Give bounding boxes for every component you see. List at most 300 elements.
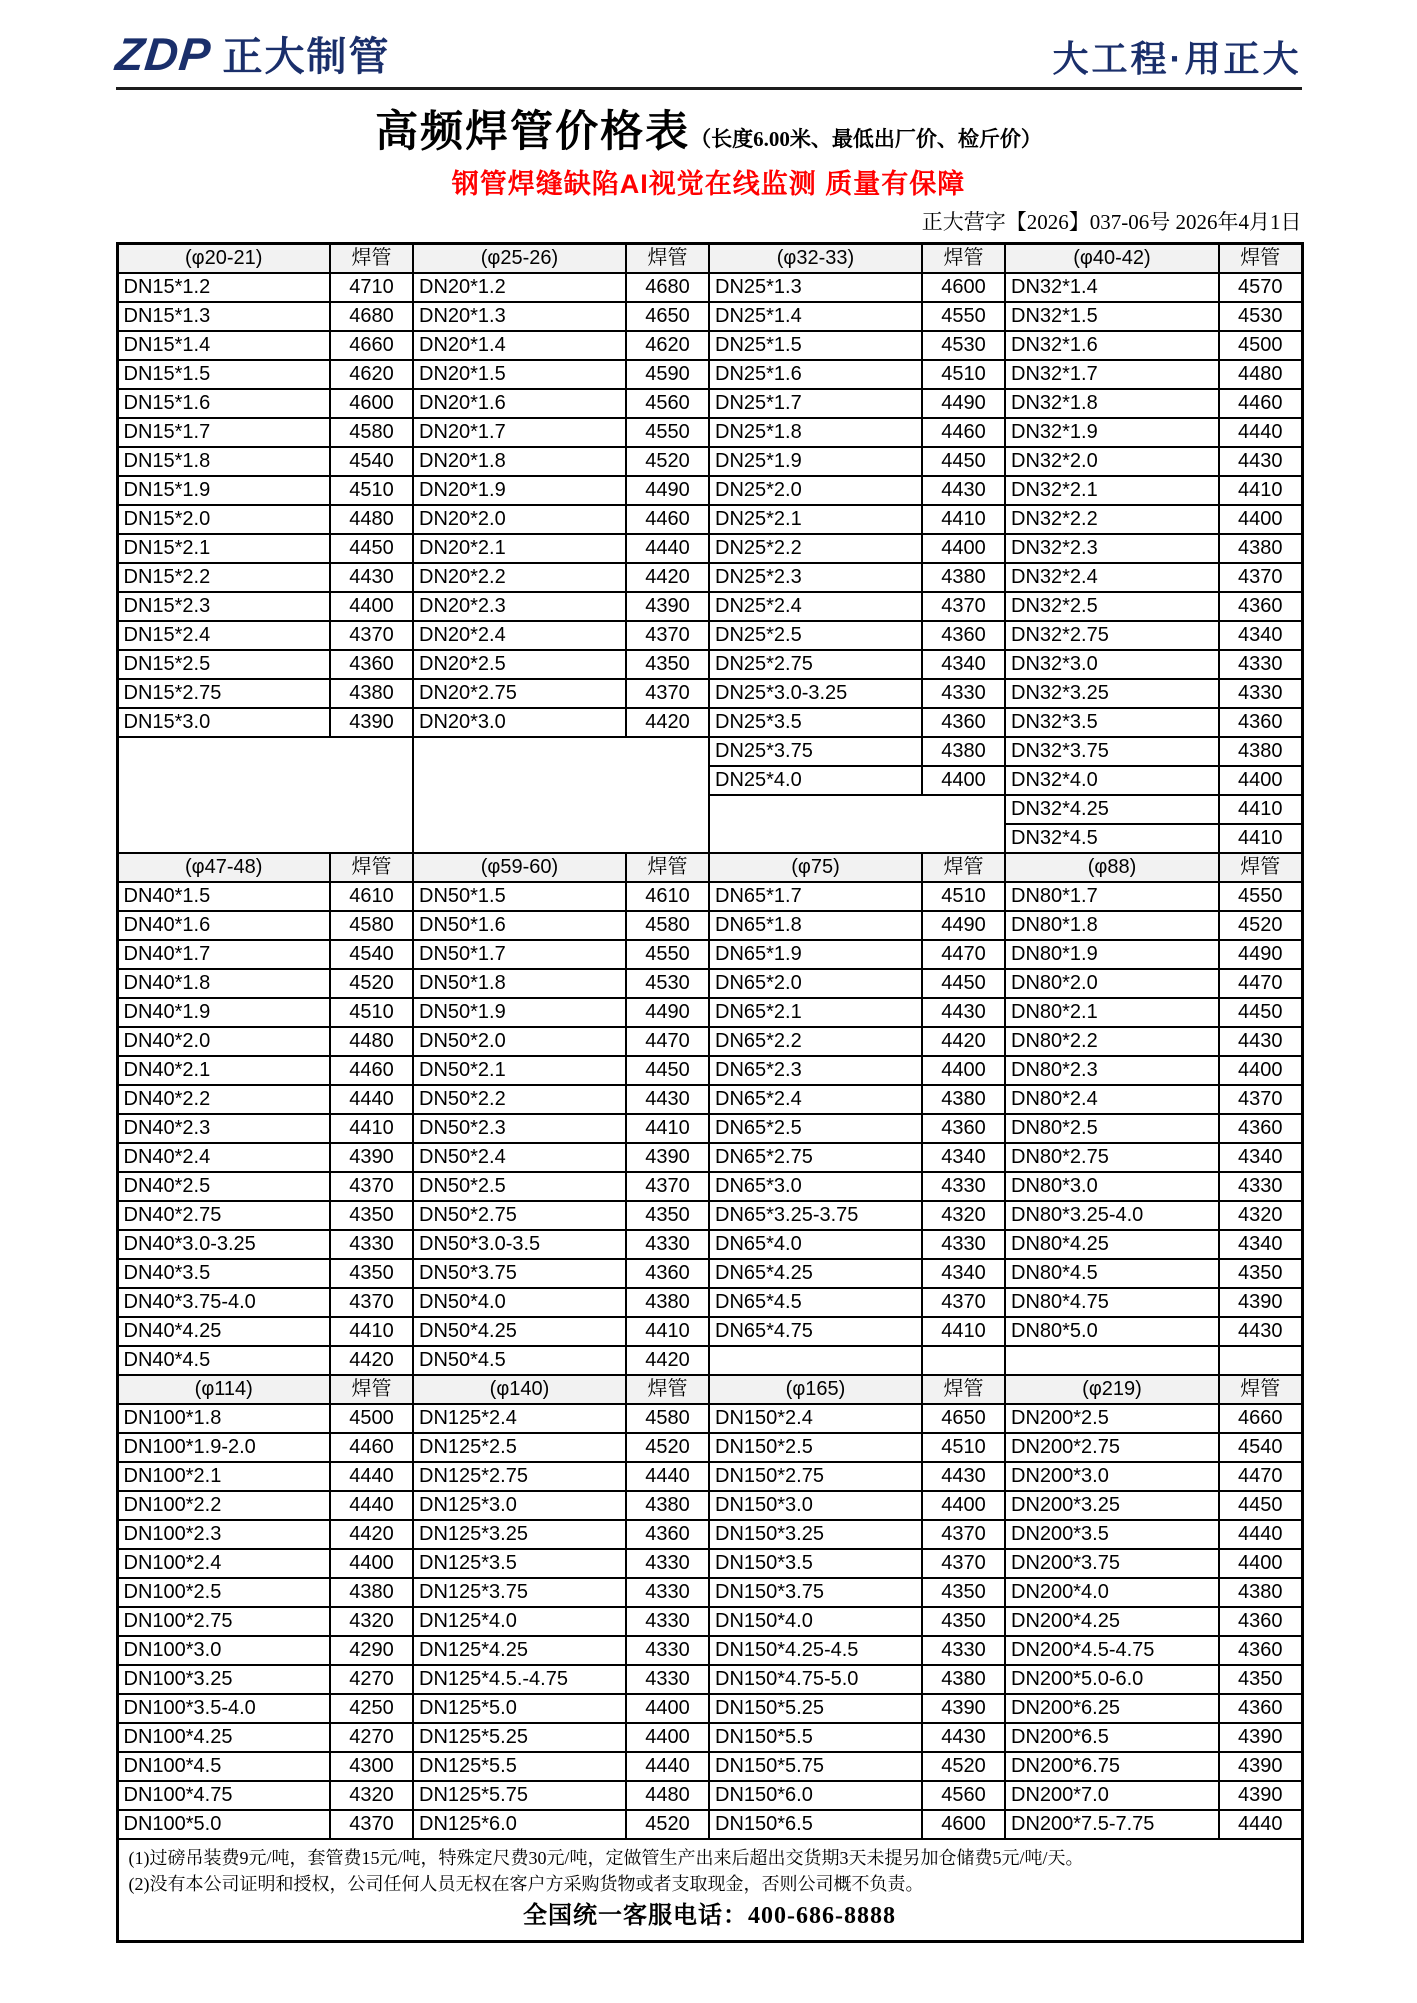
price-cell: 4440 <box>330 1491 413 1520</box>
price-cell: 4350 <box>922 1607 1005 1636</box>
spec-cell: DN100*2.4 <box>117 1549 330 1578</box>
spec-cell: DN150*3.5 <box>709 1549 922 1578</box>
spec-cell: DN25*1.8 <box>709 418 922 447</box>
size-group-header: (φ165) <box>709 1375 922 1404</box>
table-row <box>117 1433 1302 1462</box>
title-row <box>116 98 1302 159</box>
section-header-row <box>117 1375 1302 1404</box>
price-cell: 4360 <box>922 1114 1005 1143</box>
spec-cell: DN125*4.0 <box>413 1607 626 1636</box>
price-cell: 4620 <box>330 360 413 389</box>
table-row <box>117 1520 1302 1549</box>
price-cell: 4470 <box>1219 969 1302 998</box>
table-row <box>117 1665 1302 1694</box>
price-cell: 4510 <box>922 1433 1005 1462</box>
price-cell: 4390 <box>1219 1723 1302 1752</box>
spec-cell: DN200*4.5-4.75 <box>1005 1636 1219 1665</box>
price-cell: 4400 <box>922 534 1005 563</box>
price-cell: 4270 <box>330 1665 413 1694</box>
hotline: 全国统一客服电话：400-686-8888 <box>523 1903 896 1929</box>
spec-cell: DN15*2.5 <box>117 650 330 679</box>
spec-cell: DN15*2.0 <box>117 505 330 534</box>
spec-cell: DN32*1.4 <box>1005 273 1219 302</box>
spec-cell: DN80*1.8 <box>1005 911 1219 940</box>
price-cell: 4540 <box>330 940 413 969</box>
price-cell: 4470 <box>922 940 1005 969</box>
price-cell: 4360 <box>1219 708 1302 737</box>
price-cell: 4430 <box>1219 1317 1302 1346</box>
price-cell: 4440 <box>626 534 709 563</box>
spec-cell: DN32*2.1 <box>1005 476 1219 505</box>
price-cell: 4680 <box>330 302 413 331</box>
spec-cell: DN65*4.25 <box>709 1259 922 1288</box>
price-cell: 4330 <box>1219 1172 1302 1201</box>
price-table-footer <box>117 1839 1302 1942</box>
spec-cell: DN125*3.5 <box>413 1549 626 1578</box>
brand-slogan: 大工程·用正大 <box>1052 38 1302 79</box>
price-cell: 4590 <box>626 360 709 389</box>
price-cell: 4410 <box>1219 476 1302 505</box>
price-cell: 4600 <box>330 389 413 418</box>
price-cell: 4400 <box>1219 1056 1302 1085</box>
spec-cell: DN80*3.0 <box>1005 1172 1219 1201</box>
price-sheet-page <box>112 0 1302 1943</box>
spec-cell: DN25*1.7 <box>709 389 922 418</box>
price-cell: 4410 <box>1219 795 1302 824</box>
section-header-row <box>117 244 1302 274</box>
price-cell: 4270 <box>330 1723 413 1752</box>
price-cell: 4360 <box>626 1259 709 1288</box>
price-cell: 4420 <box>626 708 709 737</box>
spec-cell: DN25*1.5 <box>709 331 922 360</box>
price-cell: 4430 <box>626 1085 709 1114</box>
price-cell: 4390 <box>1219 1781 1302 1810</box>
spec-cell: DN15*1.9 <box>117 476 330 505</box>
spec-cell: DN65*2.4 <box>709 1085 922 1114</box>
price-column-header: 焊管 <box>626 1375 709 1404</box>
spec-cell: DN25*2.4 <box>709 592 922 621</box>
spec-cell: DN25*1.6 <box>709 360 922 389</box>
price-cell: 4360 <box>626 1520 709 1549</box>
spec-cell: DN40*2.0 <box>117 1027 330 1056</box>
spec-cell: DN25*3.5 <box>709 708 922 737</box>
price-cell: 4330 <box>1219 650 1302 679</box>
spec-cell: DN50*2.5 <box>413 1172 626 1201</box>
price-cell: 4360 <box>1219 592 1302 621</box>
size-group-header: (φ32-33) <box>709 244 922 274</box>
spec-cell: DN32*4.25 <box>1005 795 1219 824</box>
spec-cell: DN150*6.5 <box>709 1810 922 1839</box>
spec-cell: DN80*2.3 <box>1005 1056 1219 1085</box>
price-cell: 4490 <box>626 998 709 1027</box>
empty-region <box>709 795 1005 853</box>
table-row <box>117 998 1302 1027</box>
price-cell: 4440 <box>1219 1810 1302 1839</box>
spec-cell: DN32*2.5 <box>1005 592 1219 621</box>
spec-cell: DN50*2.1 <box>413 1056 626 1085</box>
brand-bar <box>112 0 1302 90</box>
spec-cell: DN125*3.0 <box>413 1491 626 1520</box>
price-cell: 4580 <box>330 911 413 940</box>
price-cell: 4410 <box>330 1317 413 1346</box>
spec-cell: DN50*2.0 <box>413 1027 626 1056</box>
table-row <box>117 1346 1302 1375</box>
spec-cell: DN150*5.75 <box>709 1752 922 1781</box>
spec-cell: DN200*7.5-7.75 <box>1005 1810 1219 1839</box>
spec-cell: DN100*1.9-2.0 <box>117 1433 330 1462</box>
spec-cell: DN25*3.0-3.25 <box>709 679 922 708</box>
price-cell: 4360 <box>330 650 413 679</box>
spec-cell: DN100*1.8 <box>117 1404 330 1433</box>
spec-cell: DN200*6.75 <box>1005 1752 1219 1781</box>
spec-cell: DN80*4.25 <box>1005 1230 1219 1259</box>
spec-cell: DN32*3.75 <box>1005 737 1219 766</box>
spec-cell: DN100*2.3 <box>117 1520 330 1549</box>
table-row <box>117 1636 1302 1665</box>
table-row <box>117 1810 1302 1839</box>
spec-cell: DN40*4.5 <box>117 1346 330 1375</box>
table-row <box>117 1491 1302 1520</box>
spec-cell: DN50*1.7 <box>413 940 626 969</box>
spec-cell: DN65*2.0 <box>709 969 922 998</box>
price-cell: 4680 <box>626 273 709 302</box>
table-row <box>117 1549 1302 1578</box>
price-cell: 4420 <box>626 563 709 592</box>
size-group-header: (φ20-21) <box>117 244 330 274</box>
spec-cell: DN25*3.75 <box>709 737 922 766</box>
spec-cell: DN100*3.0 <box>117 1636 330 1665</box>
price-cell: 4370 <box>330 1172 413 1201</box>
price-column-header: 焊管 <box>626 244 709 274</box>
spec-cell: DN65*1.9 <box>709 940 922 969</box>
spec-cell: DN25*1.4 <box>709 302 922 331</box>
spec-cell: DN15*1.7 <box>117 418 330 447</box>
spec-cell: DN40*1.7 <box>117 940 330 969</box>
price-cell: 4440 <box>1219 418 1302 447</box>
table-row <box>117 1056 1302 1085</box>
price-cell: 4470 <box>626 1027 709 1056</box>
price-cell: 4330 <box>626 1636 709 1665</box>
price-cell: 4370 <box>626 1172 709 1201</box>
spec-cell: DN25*2.2 <box>709 534 922 563</box>
spec-cell: DN200*4.25 <box>1005 1607 1219 1636</box>
price-cell: 4400 <box>330 1549 413 1578</box>
spec-cell: DN80*2.4 <box>1005 1085 1219 1114</box>
price-cell: 4400 <box>922 766 1005 795</box>
spec-cell: DN32*3.0 <box>1005 650 1219 679</box>
spec-cell: DN32*1.5 <box>1005 302 1219 331</box>
price-cell: 4330 <box>922 1172 1005 1201</box>
table-row <box>117 650 1302 679</box>
spec-cell: DN200*7.0 <box>1005 1781 1219 1810</box>
spec-cell: DN40*2.3 <box>117 1114 330 1143</box>
price-cell: 4380 <box>1219 737 1302 766</box>
table-row <box>117 1114 1302 1143</box>
spec-cell: DN50*1.9 <box>413 998 626 1027</box>
size-group-header: (φ140) <box>413 1375 626 1404</box>
price-cell: 4530 <box>1219 302 1302 331</box>
table-row <box>117 302 1302 331</box>
spec-cell: DN40*1.8 <box>117 969 330 998</box>
price-cell: 4400 <box>1219 1549 1302 1578</box>
price-cell: 4660 <box>330 331 413 360</box>
price-table <box>116 242 1304 1943</box>
empty-region <box>413 737 709 853</box>
price-cell: 4520 <box>1219 911 1302 940</box>
price-cell: 4540 <box>1219 1433 1302 1462</box>
spec-cell: DN200*6.5 <box>1005 1723 1219 1752</box>
spec-cell: DN125*6.0 <box>413 1810 626 1839</box>
price-cell: 4350 <box>1219 1259 1302 1288</box>
price-table-body <box>117 244 1302 1840</box>
price-column-header: 焊管 <box>1219 1375 1302 1404</box>
price-cell: 4340 <box>922 650 1005 679</box>
price-cell: 4440 <box>1219 1520 1302 1549</box>
price-cell: 4480 <box>626 1781 709 1810</box>
spec-cell: DN65*3.25-3.75 <box>709 1201 922 1230</box>
price-cell: 4660 <box>1219 1404 1302 1433</box>
price-cell: 4390 <box>626 592 709 621</box>
table-row <box>117 911 1302 940</box>
price-cell: 4330 <box>922 1636 1005 1665</box>
spec-cell: DN15*2.4 <box>117 621 330 650</box>
price-cell: 4370 <box>922 1288 1005 1317</box>
size-group-header: (φ47-48) <box>117 853 330 882</box>
table-row <box>117 969 1302 998</box>
spec-cell: DN100*3.25 <box>117 1665 330 1694</box>
price-cell: 4390 <box>330 708 413 737</box>
table-row <box>117 940 1302 969</box>
price-cell: 4350 <box>922 1578 1005 1607</box>
spec-cell: DN40*1.6 <box>117 911 330 940</box>
spec-cell: DN32*2.3 <box>1005 534 1219 563</box>
price-cell: 4480 <box>330 1027 413 1056</box>
price-cell: 4510 <box>922 360 1005 389</box>
table-row <box>117 1288 1302 1317</box>
price-cell: 4250 <box>330 1694 413 1723</box>
spec-cell: DN150*5.5 <box>709 1723 922 1752</box>
price-cell: 4420 <box>330 1520 413 1549</box>
spec-cell: DN25*2.75 <box>709 650 922 679</box>
price-cell: 4350 <box>1219 1665 1302 1694</box>
spec-cell: DN20*1.2 <box>413 273 626 302</box>
price-cell: 4650 <box>922 1404 1005 1433</box>
spec-cell: DN65*2.1 <box>709 998 922 1027</box>
price-cell: 4550 <box>626 940 709 969</box>
section-header-row <box>117 853 1302 882</box>
spec-cell: DN40*1.9 <box>117 998 330 1027</box>
price-cell: 4350 <box>626 1201 709 1230</box>
price-column-header: 焊管 <box>330 244 413 274</box>
price-cell: 4350 <box>330 1201 413 1230</box>
company-logo <box>112 28 391 80</box>
spec-cell: DN80*3.25-4.0 <box>1005 1201 1219 1230</box>
price-cell: 4380 <box>626 1288 709 1317</box>
spec-cell: DN100*2.2 <box>117 1491 330 1520</box>
spec-cell: DN150*2.4 <box>709 1404 922 1433</box>
price-cell: 4360 <box>1219 1114 1302 1143</box>
spec-cell: DN125*3.75 <box>413 1578 626 1607</box>
price-cell: 4330 <box>626 1665 709 1694</box>
price-cell: 4330 <box>626 1230 709 1259</box>
price-cell: 4370 <box>922 1520 1005 1549</box>
price-cell: 4380 <box>922 563 1005 592</box>
spec-cell: DN50*1.6 <box>413 911 626 940</box>
price-cell: 4490 <box>922 389 1005 418</box>
price-cell: 4380 <box>1219 534 1302 563</box>
spec-cell: DN20*1.7 <box>413 418 626 447</box>
spec-cell: DN100*5.0 <box>117 1810 330 1839</box>
price-cell: 4380 <box>330 1578 413 1607</box>
empty-cell <box>922 1346 1005 1375</box>
price-cell: 4450 <box>330 534 413 563</box>
table-row <box>117 1201 1302 1230</box>
table-row <box>117 679 1302 708</box>
size-group-header: (φ88) <box>1005 853 1219 882</box>
table-row <box>117 1172 1302 1201</box>
price-cell: 4420 <box>330 1346 413 1375</box>
spec-cell: DN25*2.0 <box>709 476 922 505</box>
spec-cell: DN125*4.5.-4.75 <box>413 1665 626 1694</box>
price-cell: 4440 <box>330 1462 413 1491</box>
spec-cell: DN65*2.3 <box>709 1056 922 1085</box>
spec-cell: DN20*2.3 <box>413 592 626 621</box>
price-cell: 4390 <box>1219 1752 1302 1781</box>
spec-cell: DN80*1.9 <box>1005 940 1219 969</box>
price-cell: 4330 <box>922 1230 1005 1259</box>
empty-cell <box>1005 1346 1219 1375</box>
empty-cell <box>709 1346 922 1375</box>
table-row <box>117 1578 1302 1607</box>
spec-cell: DN20*1.3 <box>413 302 626 331</box>
table-row <box>117 505 1302 534</box>
price-cell: 4430 <box>922 1462 1005 1491</box>
table-row <box>117 476 1302 505</box>
spec-cell: DN100*2.1 <box>117 1462 330 1491</box>
spec-cell: DN80*2.5 <box>1005 1114 1219 1143</box>
price-cell: 4420 <box>922 1027 1005 1056</box>
price-cell: 4330 <box>922 679 1005 708</box>
spec-cell: DN25*2.5 <box>709 621 922 650</box>
table-row <box>117 1694 1302 1723</box>
price-cell: 4380 <box>922 737 1005 766</box>
spec-cell: DN15*1.6 <box>117 389 330 418</box>
price-cell: 4340 <box>922 1143 1005 1172</box>
spec-cell: DN20*2.1 <box>413 534 626 563</box>
price-cell: 4380 <box>1219 1578 1302 1607</box>
price-cell: 4430 <box>922 476 1005 505</box>
spec-cell: DN40*2.4 <box>117 1143 330 1172</box>
spec-cell: DN125*2.5 <box>413 1433 626 1462</box>
price-cell: 4480 <box>1219 360 1302 389</box>
spec-cell: DN50*4.5 <box>413 1346 626 1375</box>
table-row <box>117 1752 1302 1781</box>
spec-cell: DN150*3.75 <box>709 1578 922 1607</box>
spec-cell: DN15*3.0 <box>117 708 330 737</box>
page-title: 高频焊管价格表 <box>375 109 691 156</box>
notes-cell <box>117 1839 1302 1942</box>
table-row <box>117 592 1302 621</box>
spec-cell: DN20*2.0 <box>413 505 626 534</box>
price-cell: 4390 <box>922 1694 1005 1723</box>
spec-cell: DN40*3.0-3.25 <box>117 1230 330 1259</box>
note-2: (2)没有本公司证明和授权，公司任何人员无权在客户方采购货物或者支取现金，否则公司概不负责。 <box>128 1874 924 1894</box>
price-cell: 4430 <box>330 563 413 592</box>
spec-cell: DN32*1.7 <box>1005 360 1219 389</box>
spec-cell: DN200*3.0 <box>1005 1462 1219 1491</box>
table-row <box>117 1723 1302 1752</box>
price-cell: 4530 <box>922 331 1005 360</box>
price-column-header: 焊管 <box>922 1375 1005 1404</box>
table-row <box>117 1404 1302 1433</box>
spec-cell: DN20*1.8 <box>413 447 626 476</box>
price-cell: 4430 <box>1219 447 1302 476</box>
spec-cell: DN32*1.9 <box>1005 418 1219 447</box>
spec-cell: DN15*2.75 <box>117 679 330 708</box>
notes-row <box>117 1839 1302 1942</box>
spec-cell: DN100*4.25 <box>117 1723 330 1752</box>
spec-cell: DN150*4.25-4.5 <box>709 1636 922 1665</box>
spec-cell: DN32*2.0 <box>1005 447 1219 476</box>
spec-cell: DN200*2.75 <box>1005 1433 1219 1462</box>
price-cell: 4600 <box>922 1810 1005 1839</box>
spec-cell: DN50*3.75 <box>413 1259 626 1288</box>
price-cell: 4350 <box>330 1259 413 1288</box>
spec-cell: DN32*4.5 <box>1005 824 1219 853</box>
spec-cell: DN32*4.0 <box>1005 766 1219 795</box>
price-cell: 4400 <box>330 592 413 621</box>
price-cell: 4550 <box>1219 882 1302 911</box>
quality-banner: 钢管焊缝缺陷AI视觉在线监测 质量有保障 <box>451 169 966 199</box>
table-row <box>117 331 1302 360</box>
spec-cell: DN80*2.75 <box>1005 1143 1219 1172</box>
spec-cell: DN65*4.75 <box>709 1317 922 1346</box>
price-cell: 4380 <box>330 679 413 708</box>
spec-cell: DN125*2.4 <box>413 1404 626 1433</box>
table-row <box>117 1317 1302 1346</box>
spec-cell: DN15*1.8 <box>117 447 330 476</box>
size-group-header: (φ75) <box>709 853 922 882</box>
zdp-logo-icon: ZDP <box>112 28 214 80</box>
spec-cell: DN40*3.5 <box>117 1259 330 1288</box>
table-row <box>117 708 1302 737</box>
price-cell: 4300 <box>330 1752 413 1781</box>
spec-cell: DN125*4.25 <box>413 1636 626 1665</box>
price-cell: 4520 <box>330 969 413 998</box>
table-row <box>117 360 1302 389</box>
spec-cell: DN65*2.2 <box>709 1027 922 1056</box>
price-cell: 4510 <box>922 882 1005 911</box>
price-cell: 4410 <box>330 1114 413 1143</box>
price-cell: 4360 <box>1219 1694 1302 1723</box>
spec-cell: DN20*1.6 <box>413 389 626 418</box>
spec-cell: DN40*3.75-4.0 <box>117 1288 330 1317</box>
spec-cell: DN40*1.5 <box>117 882 330 911</box>
price-cell: 4340 <box>922 1259 1005 1288</box>
price-cell: 4500 <box>330 1404 413 1433</box>
spec-cell: DN40*2.75 <box>117 1201 330 1230</box>
price-cell: 4450 <box>922 969 1005 998</box>
price-cell: 4560 <box>626 389 709 418</box>
price-cell: 4610 <box>626 882 709 911</box>
spec-cell: DN20*2.2 <box>413 563 626 592</box>
spec-cell: DN20*2.5 <box>413 650 626 679</box>
spec-cell: DN125*5.75 <box>413 1781 626 1810</box>
spec-cell: DN50*1.8 <box>413 969 626 998</box>
price-cell: 4570 <box>1219 273 1302 302</box>
price-cell: 4520 <box>922 1752 1005 1781</box>
price-cell: 4450 <box>1219 1491 1302 1520</box>
